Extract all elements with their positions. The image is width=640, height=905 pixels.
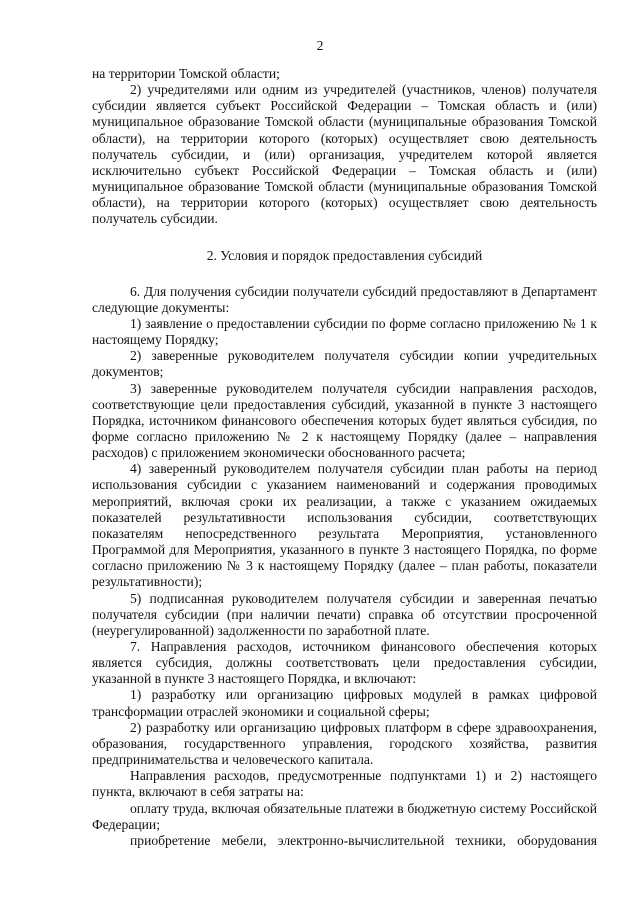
paragraph: 1) заявление о предоставлении субсидии по форме согласно приложению № 1 к настоящему Порядку; [92, 315, 597, 348]
paragraph: приобретение мебели, электронно-вычислительной техники, оборудования [130, 832, 597, 848]
paragraph: оплату труда, включая обязательные платежи в бюджетную систему Российской Федерации; [92, 800, 597, 832]
paragraph: 1) разработку или организацию цифровых модулей в рамках цифровой трансформации отраслей экономики и социальной сферы; [92, 687, 597, 719]
paragraph: 7. Направления расходов, источником финансового обеспечения которых является субсидия, должны соответствовать цели предоставления субсидии, указанной в пункте 3 настоящего Порядка, и включают: [92, 639, 597, 687]
paragraph: 5) подписанная руководителем получателя субсидии и заверенная печатью получателя субсидии (при наличии печати) справка об отсутствии просроченной (неурегулированной) задолженности по заработной плате. [92, 590, 597, 638]
paragraphs-after-heading [92, 284, 597, 849]
paragraph: на территории Томской области; [92, 66, 280, 81]
spacer [92, 228, 597, 248]
page-number: 2 [316, 38, 324, 53]
paragraph: Направления расходов, предусмотренные подпунктами 1) и 2) настоящего пункта, включают в себя затраты на: [92, 768, 597, 800]
paragraph: 2) учредителями или одним из учредителей (участников, членов) получателя субсидии является субъект Российской Федерации – Томская область и (или) муниципальное образование Томской области (муниципальные образования Томской области), на территории которого (которых) осуществляет свою деятельность получатель субсидии, и (или) организация, учредителем которой является исключительно субъект Российской Федерации – Томская область и (или) муниципальное образование Томской области (муниципальные образования Томской области), на территории которого (которых) осуществляет свою деятельность получатель субсидии. [92, 82, 597, 227]
paragraph: 3) заверенные руководителем получателя субсидии направления расходов, соответствующие цели предоставления субсидий, указанной в пункте 3 настоящего Порядка, источником финансового обеспечения которых будет являться субсидия, по форме согласно приложению № 2 к настоящему Порядку (далее – направления расходов) с приложением экономически обоснованного расчета; [92, 380, 597, 461]
paragraph: 4) заверенный руководителем получателя субсидии план работы на период использования субсидии с указанием наименований и содержания проводимых мероприятий, включая сроки их реализации, а также с указанием ожидаемых показателей результативности использования субсидии, соответствующих показателям непосредственного результата Мероприятия, установленного Программой для Мероприятия, указанного в пункте 3 настоящего Порядка, по форме согласно приложению № 3 к настоящему Порядку (далее – план работы, показатели результативности); [92, 461, 597, 590]
paragraph: 6. Для получения субсидии получатели субсидий предоставляют в Департамент следующие документы: [92, 283, 597, 315]
section-heading: 2. Условия и порядок предоставления субсидий [206, 247, 483, 263]
paragraph: 2) разработку или организацию цифровых платформ в сфере здравоохранения, образования, государственного управления, городского хозяйства, развития предпринимательства и человеческого капитала. [92, 719, 597, 768]
document-body [92, 66, 597, 849]
spacer [92, 264, 597, 284]
paragraphs-before-heading [92, 66, 597, 228]
paragraph: 2) заверенные руководителем получателя субсидии копии учредительных документов; [92, 348, 597, 380]
